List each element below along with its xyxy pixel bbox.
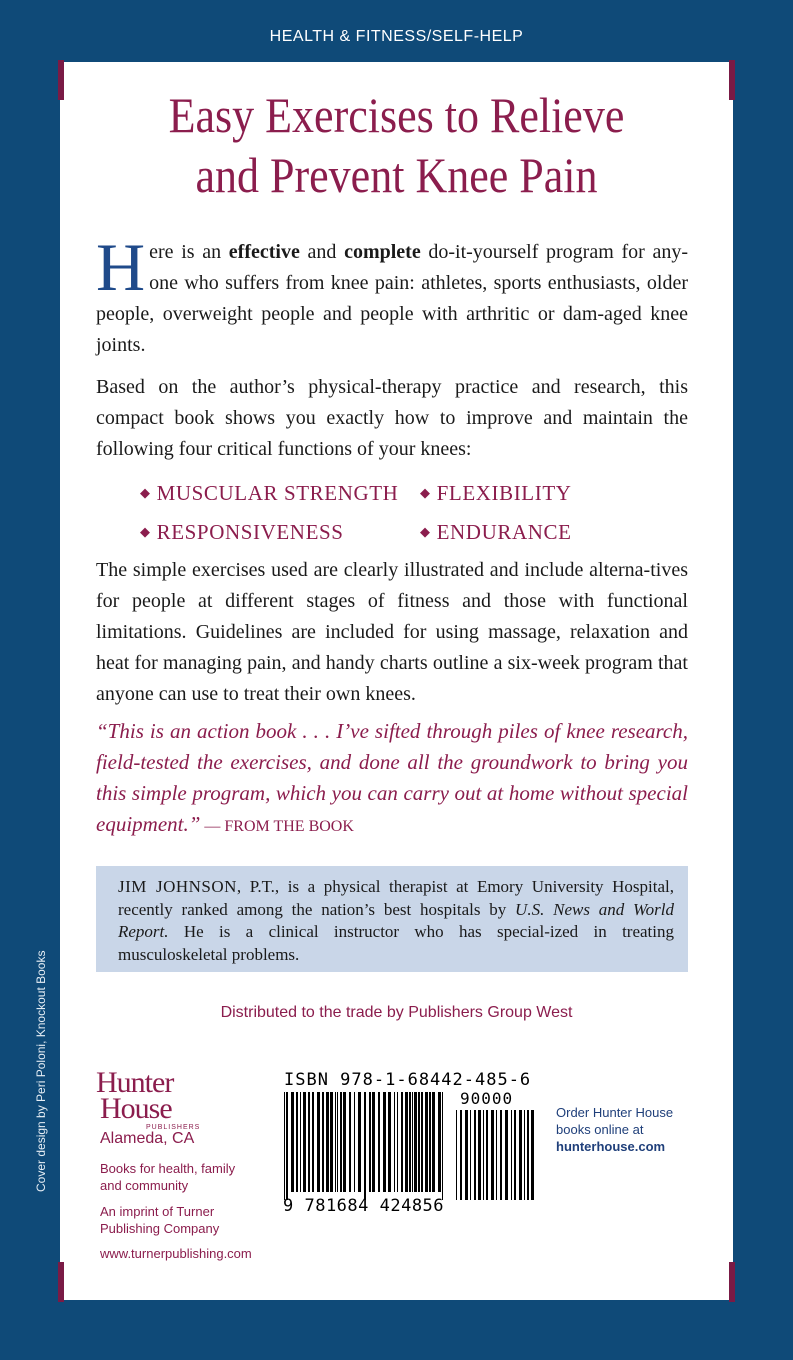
function-item: ◆ RESPONSIVENESS <box>140 520 344 544</box>
book-quote: “This is an action book . . . I’ve sifted through piles of knee research, field-tested the exercises, and done all the groundwork to bring you this simple program, which you can carry out at home without special equipment.” — FROM THE BOOK <box>96 719 688 836</box>
barcode-bar <box>286 1092 288 1200</box>
barcode-bar <box>372 1092 375 1192</box>
barcode-bar <box>405 1092 408 1192</box>
intro-text-1: ere is an <box>149 241 229 263</box>
function-list <box>140 474 700 552</box>
barcode-bar <box>412 1092 413 1192</box>
barcode-bar <box>438 1092 441 1192</box>
quote-text: “This is an action book . . . I’ve sifted through piles of knee research, field-tested the exercises, and done all the groundwork to bring you this simple program, which you can carry out at home without special equipment.” <box>96 719 688 836</box>
barcode-bar <box>300 1092 301 1192</box>
diamond-icon: ◆ <box>420 485 431 500</box>
barcode-bar <box>421 1092 423 1192</box>
barcode-bar <box>369 1092 371 1192</box>
addon-bar <box>514 1110 516 1200</box>
barcode-bar <box>291 1092 294 1192</box>
barcode-bar <box>425 1092 428 1192</box>
barcode-bar <box>414 1092 417 1192</box>
publisher-website: www.turnerpublishing.com <box>100 1246 252 1261</box>
exercises-paragraph: The simple exercises used are clearly illustrated and include alterna-tives for people at different stages of fitness and those with functional limitations. Guidelines are included for using massage, relaxation and heat for managing pain, and handy charts outline a six-week program that anyone can use to treat their own knees. <box>96 559 688 705</box>
author-bio: JIM JOHNSON, P.T., is a physical therapist at Emory University Hospital, recently ranked among the nation’s best hospitals by U.S. News and World Report. He is a clinical instructor who has special-ized in treating musculoskeletal problems. <box>118 877 674 964</box>
barcode-bar <box>296 1092 298 1192</box>
intro-bold-1: effective <box>228 241 300 263</box>
order-url: hunterhouse.com <box>556 1139 666 1154</box>
function-item: ◆ MUSCULAR STRENGTH <box>140 481 399 505</box>
function-item: ◆ FLEXIBILITY <box>420 481 572 505</box>
intro-text-3: do-it-yourself program for any-one who suffers from knee pain: athletes, sports enthusiasts, older people, overweight people and people with arthritic or dam-aged knee joints. <box>96 241 688 356</box>
barcode-bar <box>330 1092 333 1192</box>
corner-bottom-right <box>729 1262 735 1302</box>
addon-bar <box>531 1110 534 1200</box>
cover-design-credit: Cover design by Peri Poloni, Knockout Books <box>34 950 48 1192</box>
corner-bottom-left <box>58 1262 64 1302</box>
intro-text-2: and <box>299 241 345 263</box>
addon-bar <box>524 1110 525 1200</box>
barcode-bar <box>383 1092 386 1192</box>
publisher-logo: Hunter House PUBLISHERS <box>96 1066 201 1131</box>
function-item: ◆ ENDURANCE <box>420 520 572 544</box>
price-code: 90000 <box>460 1089 514 1108</box>
barcode-bar <box>284 1092 285 1200</box>
quote-source: FROM THE BOOK <box>224 818 354 835</box>
isbn-label: ISBN 978-1-68442-485-6 <box>284 1070 532 1090</box>
diamond-icon: ◆ <box>140 485 151 500</box>
addon-bar <box>491 1110 494 1200</box>
barcode-bar <box>326 1092 329 1192</box>
description-paragraph: Based on the author’s physical-therapy practice and research, this compact book shows you exactly how to improve and maintain the following four critical functions of your knees: <box>96 376 688 460</box>
barcode-bar <box>335 1092 336 1192</box>
order-info: Order Hunter House books online at hunterhouse.com <box>556 1104 706 1155</box>
addon-bar <box>460 1110 462 1200</box>
distribution-note: Distributed to the trade by Publishers Group West <box>220 1004 573 1021</box>
addon-bar <box>527 1110 529 1200</box>
barcode-bar <box>358 1092 361 1192</box>
diamond-icon: ◆ <box>140 524 151 539</box>
barcode-bar <box>429 1092 431 1192</box>
barcode-bar <box>397 1092 398 1192</box>
barcode-digits: 9 781684 424856 <box>283 1196 445 1216</box>
addon-bar <box>456 1110 457 1200</box>
addon-bar <box>478 1110 481 1200</box>
barcode-bar <box>312 1092 314 1192</box>
addon-bar <box>486 1110 488 1200</box>
barcode-bar <box>354 1092 355 1192</box>
barcode-bar <box>378 1092 380 1192</box>
publisher-imprint: An imprint of Turner Publishing Company <box>100 1204 220 1236</box>
barcode-bar <box>340 1092 342 1192</box>
barcode-bar <box>343 1092 346 1192</box>
barcode-bar <box>322 1092 324 1192</box>
barcode-bar <box>401 1092 403 1192</box>
addon-bar <box>465 1110 468 1200</box>
drop-cap: H <box>96 229 146 305</box>
intro-paragraph <box>96 229 688 361</box>
author-name: JIM JOHNSON <box>118 877 237 896</box>
barcode-bar <box>432 1092 435 1192</box>
addon-bar <box>519 1110 522 1200</box>
diamond-icon: ◆ <box>420 524 431 539</box>
category-label: HEALTH & FITNESS/SELF-HELP <box>269 28 524 45</box>
barcode-bar <box>442 1092 443 1200</box>
publisher-tagline: Books for health, family and community <box>100 1161 236 1193</box>
title-line-2: and Prevent Knee Pain <box>195 147 598 203</box>
barcode-bar <box>388 1092 391 1192</box>
barcode-bar <box>349 1092 351 1192</box>
barcode-bar <box>317 1092 320 1192</box>
barcode-bar <box>364 1092 366 1200</box>
barcode-bar <box>409 1092 411 1192</box>
barcode-bar <box>337 1092 338 1192</box>
barcode-bar <box>418 1092 420 1192</box>
addon-bar <box>496 1110 497 1200</box>
barcode-bar <box>394 1092 395 1192</box>
book-title <box>48 85 746 205</box>
barcode-bar <box>308 1092 310 1192</box>
addon-bar <box>470 1110 471 1200</box>
addon-bar <box>500 1110 502 1200</box>
publisher-city: Alameda, CA <box>100 1130 195 1147</box>
addon-bar <box>483 1110 484 1200</box>
addon-bar <box>511 1110 512 1200</box>
author-bio-box <box>96 866 688 972</box>
addon-bar <box>505 1110 508 1200</box>
isbn-barcode <box>282 1092 535 1202</box>
barcode-bar <box>303 1092 306 1192</box>
addon-bar <box>474 1110 476 1200</box>
title-line-1: Easy Exercises to Relieve <box>168 87 625 143</box>
intro-bold-2: complete <box>344 241 421 263</box>
